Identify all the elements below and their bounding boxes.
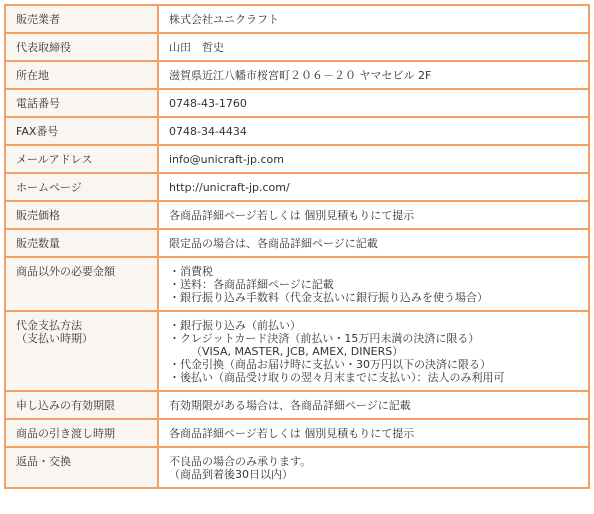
value-line: （商品到着後30日以内）: [169, 468, 293, 481]
table-row: [5, 173, 589, 201]
value-line: info@unicraft-jp.com: [169, 153, 284, 166]
table-row: [5, 447, 589, 488]
value-line: http://unicraft-jp.com/: [169, 181, 290, 194]
value-line: ・銀行振り込み（前払い）: [169, 319, 301, 332]
row-value-delivery-time: [158, 419, 589, 447]
value-line: 各商品詳細ページ若しくは 個別見積もりにて提示: [169, 209, 415, 222]
table-row: [5, 257, 589, 311]
company-info-table-body: [5, 5, 589, 488]
row-label-payment-method: 代金支払方法 （支払い時期）: [5, 311, 158, 391]
value-line: 0748-43-1760: [169, 97, 247, 110]
table-row: [5, 145, 589, 173]
table-row: [5, 61, 589, 89]
company-info-section: [4, 4, 590, 489]
value-line: 山田 哲史: [169, 41, 224, 54]
table-row: [5, 33, 589, 61]
value-line: ・代金引換（商品お届け時に支払い・30万円以下の決済に限る）: [169, 358, 491, 371]
row-value-payment-method: [158, 311, 589, 391]
row-value-address: [158, 61, 589, 89]
value-line: ・消費税: [169, 265, 213, 278]
value-line: 0748-34-4434: [169, 125, 247, 138]
row-label-validity: 申し込みの有効期限: [5, 391, 158, 419]
row-label-returns: 返品・交換: [5, 447, 158, 488]
table-row: [5, 391, 589, 419]
value-line: 不良品の場合のみ承ります。: [169, 455, 312, 468]
row-value-price: [158, 201, 589, 229]
row-label-address: 所在地: [5, 61, 158, 89]
row-label-fax: FAX番号: [5, 117, 158, 145]
table-row: [5, 201, 589, 229]
table-row: [5, 229, 589, 257]
table-row: [5, 89, 589, 117]
table-row: [5, 311, 589, 391]
row-value-seller: [158, 5, 589, 33]
value-line: 有効期限がある場合は、各商品詳細ページに記載: [169, 399, 411, 412]
row-label-additional-costs: 商品以外の必要金額: [5, 257, 158, 311]
row-label-homepage: ホームページ: [5, 173, 158, 201]
row-value-additional-costs: [158, 257, 589, 311]
row-label-seller: 販売業者: [5, 5, 158, 33]
value-line: ・後払い（商品受け取りの翌々月末までに支払い）：法人のみ利用可: [169, 371, 505, 384]
value-line: ・クレジットカード決済（前払い・15万円未満の決済に限る）: [169, 332, 480, 345]
value-line: 各商品詳細ページ若しくは 個別見積もりにて提示: [169, 427, 415, 440]
row-label-delivery-time: 商品の引き渡し時期: [5, 419, 158, 447]
row-value-returns: [158, 447, 589, 488]
row-label-quantity: 販売数量: [5, 229, 158, 257]
row-label-price: 販売価格: [5, 201, 158, 229]
table-row: [5, 5, 589, 33]
value-line: ・銀行振り込み手数料（代金支払いに銀行振り込みを使う場合）: [169, 291, 488, 304]
row-value-validity: [158, 391, 589, 419]
value-line: ・送料：各商品詳細ページに記載: [169, 278, 334, 291]
row-value-representative: [158, 33, 589, 61]
value-line: 滋賀県近江八幡市桜宮町２０６－２０ ヤマセビル 2F: [169, 69, 432, 82]
value-line: 株式会社ユニクラフト: [169, 13, 279, 26]
row-value-quantity: [158, 229, 589, 257]
row-label-email: メールアドレス: [5, 145, 158, 173]
company-info-table: [4, 4, 590, 489]
table-row: [5, 419, 589, 447]
row-value-email: [158, 145, 589, 173]
value-line: （VISA, MASTER, JCB, AMEX, DINERS）: [191, 345, 404, 358]
value-line: 限定品の場合は、各商品詳細ページに記載: [169, 237, 378, 250]
row-label-representative: 代表取締役: [5, 33, 158, 61]
row-value-homepage: [158, 173, 589, 201]
row-label-phone: 電話番号: [5, 89, 158, 117]
row-value-fax: [158, 117, 589, 145]
table-row: [5, 117, 589, 145]
row-value-phone: [158, 89, 589, 117]
